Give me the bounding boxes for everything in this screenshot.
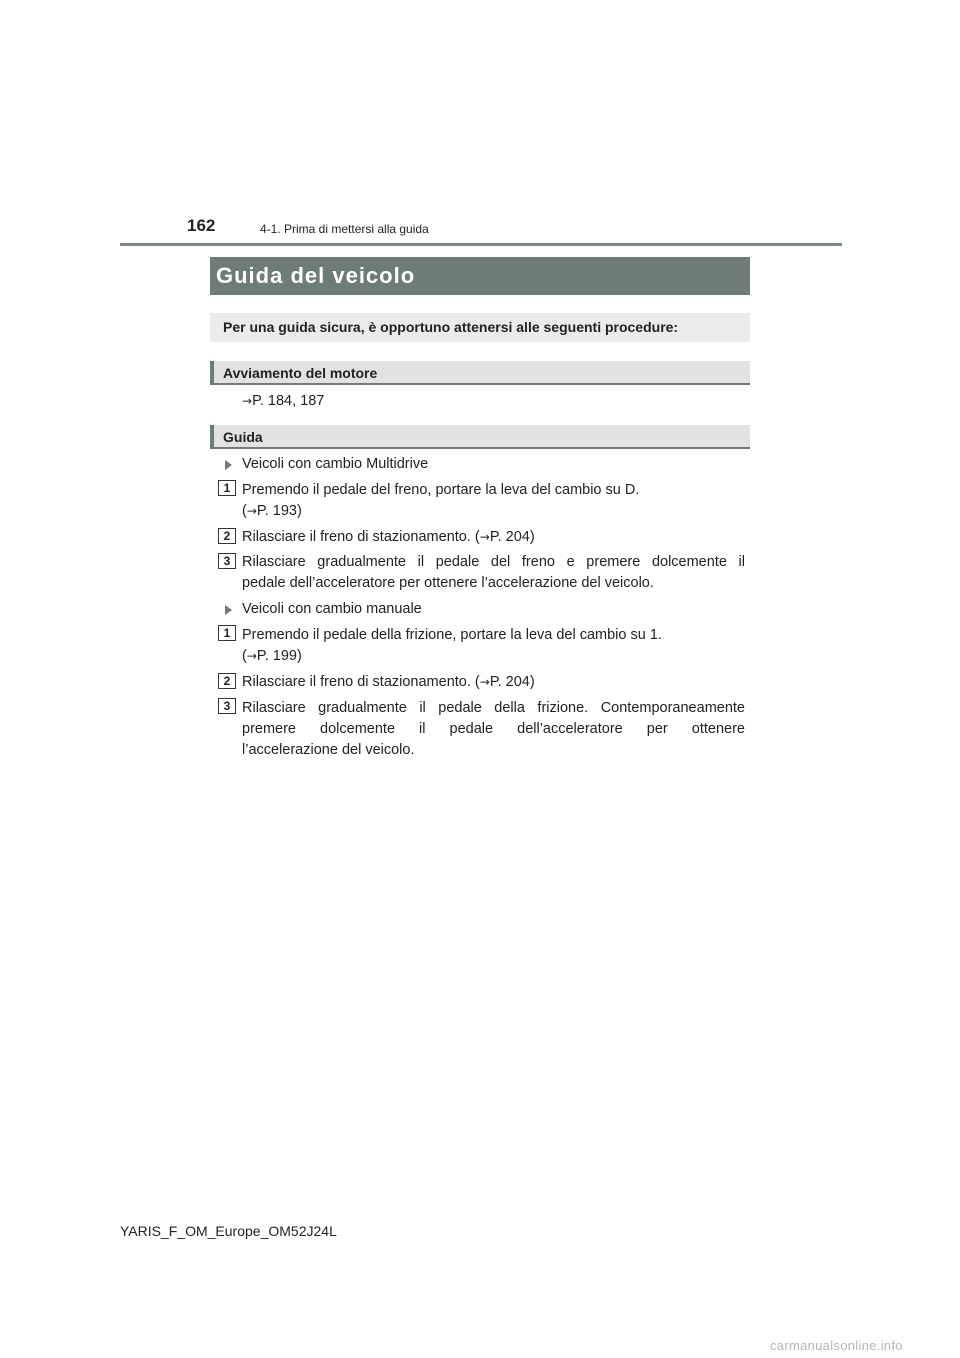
step-text [242,552,745,594]
step-line: Rilasciare il freno di stazionamento. ( [242,529,480,545]
step-line: l’accelerazione del veicolo. [242,742,415,758]
arrow-icon: → [479,530,490,544]
footer-code: YARIS_F_OM_Europe_OM52J24L [120,1223,337,1239]
page-reference: P. 193) [256,503,302,519]
arrow-icon: → [479,675,490,689]
step-badge: 2 [218,528,236,544]
manual-label: Veicoli con cambio manuale [242,601,422,617]
step-line: pedale dell’acceleratore per ottenere l’accelerazione del veicolo. [242,575,654,591]
page-title: Guida del veicolo [210,257,750,295]
step-badge: 3 [218,698,236,714]
watermark: carmanualsonline.info [770,1338,903,1353]
subheading-avviamento: Avviamento del motore [210,361,750,385]
arrow-icon: → [246,504,257,518]
page-number: 162 [187,216,216,235]
step-line: Premendo il pedale della frizione, portare la leva del cambio su 1. [242,627,662,643]
multidrive-label: Veicoli con cambio Multidrive [242,456,429,472]
triangle-bullet-icon [225,605,232,615]
step-text [242,527,745,548]
step-badge: 1 [218,625,236,641]
step-text [242,698,745,761]
step-badge: 2 [218,673,236,689]
arrow-icon: → [246,649,257,663]
step-line: Rilasciare il freno di stazionamento. ( [242,674,480,690]
step-badge: 1 [218,480,236,496]
paren: ( [242,503,247,519]
page-reference: P. 184, 187 [252,393,325,409]
intro-box: Per una guida sicura, è opportuno attenersi alle seguenti procedure: [210,313,750,342]
step-text [242,672,745,693]
section-path: 4-1. Prima di mettersi alla guida [260,222,429,236]
step-line: Rilasciare gradualmente il pedale del freno e premere dolcemente il [242,554,745,570]
step-line: Premendo il pedale del freno, portare la leva del cambio su D. [242,482,640,498]
step-line: premere dolcemente il pedale dell’acceleratore per ottenere [242,721,745,737]
step-text [242,625,745,667]
paren: ( [242,648,247,664]
avviamento-reference [242,391,745,412]
step-line [242,646,745,667]
page-reference: P. 204) [489,529,535,545]
arrow-icon: → [242,394,253,408]
header-rule [120,243,842,246]
page-reference: P. 199) [256,648,302,664]
triangle-bullet-icon [225,460,232,470]
subheading-guida: Guida [210,425,750,449]
step-text [242,480,745,522]
step-badge: 3 [218,553,236,569]
page-reference: P. 204) [489,674,535,690]
step-line [242,501,745,522]
step-line: Rilasciare gradualmente il pedale della frizione. Contemporaneamente [242,700,745,716]
